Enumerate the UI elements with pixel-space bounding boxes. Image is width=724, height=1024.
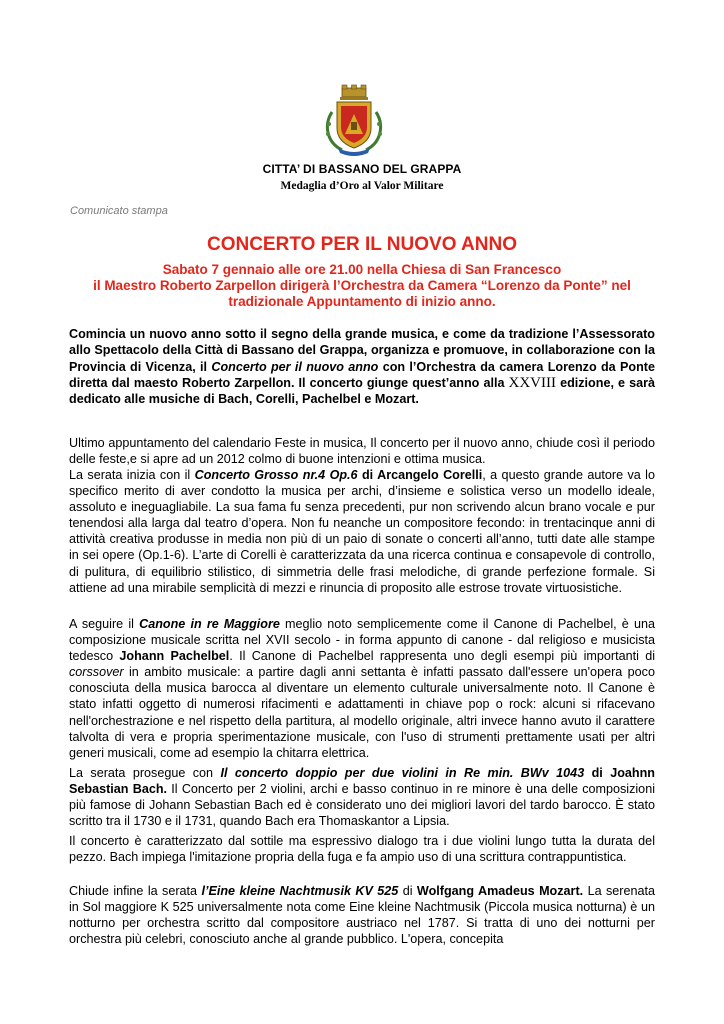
- pachelbel-text-2: meglio noto semplicemente come il Canone di Pachelbel, è una composizione musicale scritta nel XVII secolo - in forma appunto di canone - dal religioso e musicista tedesco: [69, 617, 655, 664]
- corelli-di: di: [357, 468, 378, 482]
- bach-text-1: La serata prosegue con: [69, 766, 221, 780]
- corelli-composer: Arcangelo Corelli: [377, 468, 483, 482]
- concert-name: Concerto per il nuovo anno: [211, 359, 379, 374]
- pachelbel-text-4: in ambito musicale: a partire dagli anni settanta è infatti passato dall'essere un'opera poco conosciuta della musica barocca al diventare un elemento culturale universalmente noto. Il Canone è stato infatti oggetto di numerosi rifacimenti e adattamenti in chiave pop o rock: alcuni si rifacevano nell'orchestrazione e nel rispetto della partitura, al modello originale, altri invece hanno avuto il carattere talvolta di vera e propria sperimentazione musicale, con l'uso di strumenti prettamente usati per altri generi musicali, come ad esempio la chitarra elettrica.: [69, 665, 655, 760]
- appointment-line: tradizionale Appuntamento di inizio anno.: [228, 294, 496, 309]
- bach-work: Il concerto doppio per due violini in Re min. BWv 1043: [220, 766, 585, 780]
- pachelbel-composer: Johann Pachelbel: [119, 649, 230, 664]
- city-name: CITTA’ DI BASSANO DEL GRAPPA: [262, 162, 462, 176]
- pachelbel-text-3: . Il Canone di Pachelbel rappresenta uno degli esempi più importanti di: [229, 649, 656, 664]
- medal-subtitle: Medaglia d’Oro al Valor Militare: [280, 180, 444, 192]
- mozart-di: di: [398, 884, 417, 898]
- lead-text-1: Comincia un nuovo anno sotto il segno della grande musica, e come da tradizione l’Assessorato allo Spettacolo della Città di Bassano del Grappa, organizza e promuove, in collaborazione con la Provincia di Vicenza, il: [69, 327, 655, 374]
- paragraph-bach: [69, 765, 655, 829]
- pachelbel-text-1: A seguire il: [69, 617, 140, 631]
- pachelbel-work: Canone in re Maggiore: [139, 617, 280, 631]
- corelli-text-2: , a questo grande autore va lo specifico merito di aver condotto la musica per archi, d’insieme e solistica verso un modello ideale, assoluto e ineguagliabile. La sua fama fu senza precedenti, pur non scrivendo alcun brano vocale e pur tenendosi alla larga dal teatro d’opera. Non fu neanche un compositore fecondo: in trentacinque anni di attività creativa produsse in media non più di un paio di sonate o concerti all’anno, tutti date alle stampe in sei opere (Op.1-6). L’arte di Corelli è caratterizzata da una ricerca continua e consapevole di controllo, di pulitura, di equilibrio stilistico, di simmetria delle frasi melodiche, di grande perfezione formale. Si attiene ad una mirabile semplicità di mezzi e rinuncia di proposito alle estrose trovate virtuosistiche.: [69, 468, 655, 595]
- lead-text-3: edizione, e sarà dedicato alle musiche di Bach, Corelli, Pachelbel e Mozart.: [69, 375, 655, 407]
- coat-of-arms-icon: [322, 84, 386, 156]
- conductor-line: il Maestro Roberto Zarpellon dirigerà l’Orchestra da Camera “Lorenzo da Ponte” nel: [93, 278, 631, 293]
- lead-text-2: con l’Orchestra da camera Lorenzo da Ponte diretta dal maesto Roberto Zarpellon. Il concerto giunge quest’anno alla: [69, 359, 655, 390]
- mozart-composer: Wolfgang Amadeus Mozart.: [416, 884, 584, 898]
- paragraph-corelli: [69, 467, 655, 596]
- event-date-line: Sabato 7 gennaio alle ore 21.00 nella Chiesa di San Francesco: [162, 262, 562, 277]
- crossover-term: corssover: [69, 665, 124, 680]
- mozart-work: l’Eine kleine Nachtmusik KV 525: [201, 884, 399, 898]
- paragraph-intro: Ultimo appuntamento del calendario Feste in musica, Il concerto per il nuovo anno, chiude così il periodo delle feste,e si apre ad un 2012 colmo di buone intenzioni e ottima musica.: [69, 436, 655, 467]
- lead-paragraph: [69, 326, 655, 407]
- paragraph-bach-dialogue: Il concerto è caratterizzato dal sottile ma espressivo dialogo tra i due violini lungo tutta la durata del pezzo. Bach impiega l'imitazione propria della fuga e fa ampio uso di una scrittura contrappuntistica.: [69, 834, 655, 865]
- mozart-text-2: La serenata in Sol maggiore K 525 universalmente nota come Eine kleine Nachtmusik (Piccola musica notturna) è un notturno per orchestra scritto dal compositore austriaco nel 1787. Si tratta di uno dei notturni per orchestra più celebri, conosciuto anche al grande pubblico. L'opera, concepita: [69, 884, 655, 947]
- mozart-text-1: Chiude infine la serata: [69, 884, 202, 898]
- page-title: CONCERTO PER IL NUOVO ANNO: [206, 234, 517, 255]
- press-release-label: Comunicato stampa: [70, 205, 168, 217]
- paragraph-mozart: [69, 883, 655, 947]
- corelli-work: Concerto Grosso nr.4 Op.6: [194, 468, 358, 482]
- bach-composer: Joahnn Sebastian Bach.: [69, 766, 655, 797]
- corelli-text-1: La serata inizia con il: [69, 468, 195, 482]
- paragraph-pachelbel: [69, 616, 655, 761]
- edition-number: XXVIII: [508, 374, 556, 391]
- bach-di: di: [584, 766, 611, 780]
- bach-text-2: Il Concerto per 2 violini, archi e basso continuo in re minore è una delle composizioni più famose di Johann Sebastian Bach ed è considerato uno dei migliori lavori del tardo barocco. È stato scritto tra il 1730 e il 1731, quando Bach era Thomaskantor a Lipsia.: [69, 782, 655, 829]
